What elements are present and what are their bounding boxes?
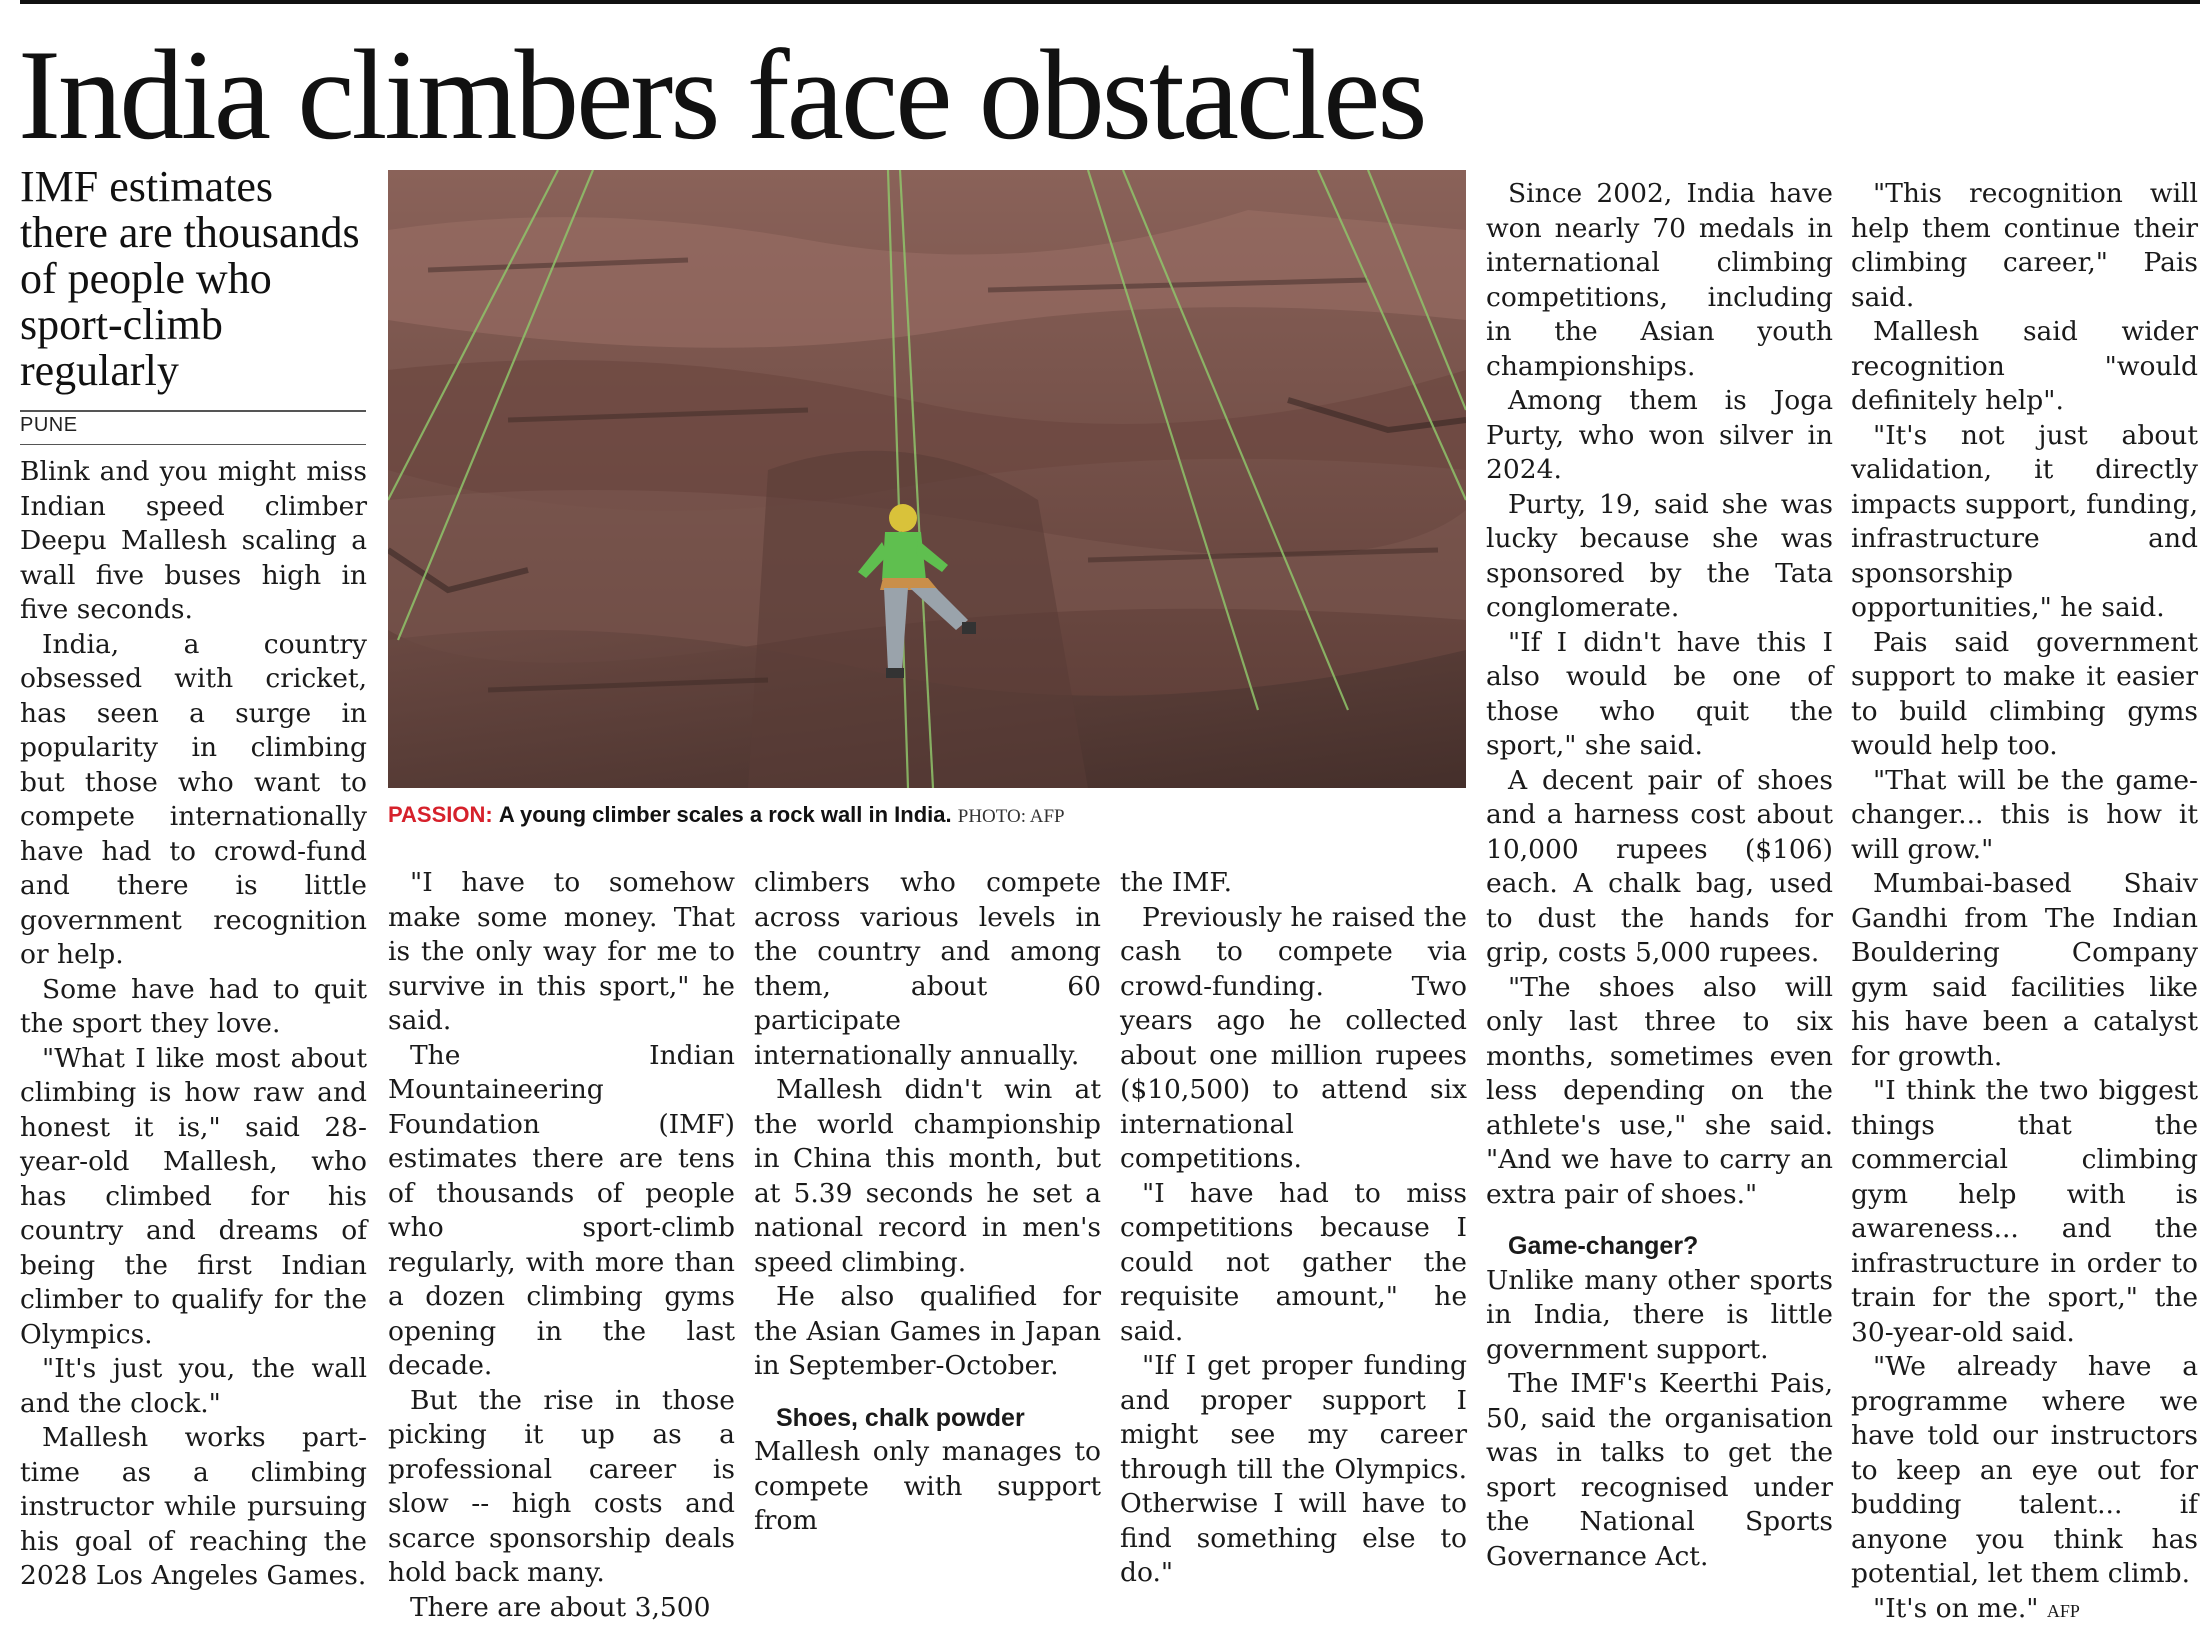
paragraph: "If I didn't have this I also would be one of those who quit the sport," she said. [1486,626,1833,764]
rock-wall-illustration [388,170,1466,788]
paragraph: The IMF's Keerthi Pais, 50, said the organisation was in talks to get the sport recognised under the National Sports Governance Act. [1486,1367,1833,1574]
paragraph: He also qualified for the Asian Games in Japan in September-October. [754,1280,1101,1384]
paragraph: Among them is Joga Purty, who won silver in 2024. [1486,384,1833,488]
column-5 [1486,177,1833,1574]
top-rule [20,0,2200,4]
column-2 [388,866,735,1625]
column-3 [754,866,1101,1539]
paragraph: "This recognition will help them continue their climbing career," Pais said. [1851,177,2198,315]
paragraph-last [1851,1592,2198,1628]
headline: India climbers face obstacles [18,20,2198,170]
paragraph: "It's not just about validation, it directly impacts support, funding, infrastructure and sponsorship opportunities," he said. [1851,419,2198,626]
section-subhead: Game-changer? [1486,1229,1833,1264]
section-subhead: Shoes, chalk powder [754,1401,1101,1436]
paragraph: "We already have a programme where we have told our instructors to keep an eye out for budding talent... if anyone you think has potential, let them climb. [1851,1350,2198,1592]
paragraph: Mallesh said wider recognition "would definitely help". [1851,315,2198,419]
paragraph: "I have to somehow make some money. That is the only way for me to survive in this sport," he said. [388,866,735,1039]
paragraph: A decent pair of shoes and a harness cost about 10,000 rupees ($106) each. A chalk bag, used to dust the hands for grip, costs 5,000 rupees. [1486,764,1833,971]
paragraph: "What I like most about climbing is how raw and honest it is," said 28-year-old Mallesh, who has climbed for his country and dreams of being the first Indian climber to qualify for the Olympics. [20,1042,367,1353]
paragraph: Some have had to quit the sport they love. [20,973,367,1042]
paragraph: Pais said government support to make it easier to build climbing gyms would help too. [1851,626,2198,764]
caption-text: A young climber scales a rock wall in India. [499,802,952,827]
paragraph: "I have had to miss competitions because I could not gather the requisite amount," he said. [1120,1177,1467,1350]
caption-label: PASSION: [388,802,493,827]
column-4 [1120,866,1467,1591]
paragraph: climbers who compete across various levels in the country and among them, about 60 participate internationally annually. [754,866,1101,1073]
paragraph: Mallesh only manages to compete with support from [754,1435,1101,1539]
dateline: PUNE [20,414,78,437]
paragraph: "It's just you, the wall and the clock." [20,1352,367,1421]
agency-credit: AFP [2047,1601,2080,1621]
dateline-rule [20,444,366,445]
paragraph: The Indian Mountaineering Foundation (IMF) estimates there are tens of thousands of people who sport-climb regularly, with more than a dozen climbing gyms opening in the last decade. [388,1039,735,1384]
paragraph: "I think the two biggest things that the commercial climbing gym help with is awareness... and the infrastructure in order to train for the sport," the 30-year-old said. [1851,1074,2198,1350]
paragraph: There are about 3,500 [388,1591,735,1626]
paragraph: "The shoes also will only last three to six months, sometimes even less depending on the athlete's use," she said. "And we have to carry an extra pair of shoes." [1486,971,1833,1213]
paragraph: India, a country obsessed with cricket, has seen a surge in popularity in climbing but those who want to compete internationally have had to crowd-fund and there is little government recognition or help. [20,628,367,973]
paragraph: Purty, 19, said she was lucky because she was sponsored by the Tata conglomerate. [1486,488,1833,626]
paragraph: Since 2002, India have won nearly 70 medals in international climbing competitions, including in the Asian youth championships. [1486,177,1833,384]
paragraph: the IMF. [1120,866,1467,901]
paragraph: Blink and you might miss Indian speed climber Deepu Mallesh scaling a wall five buses high in five seconds. [20,455,367,628]
standfirst-rule [20,410,366,412]
paragraph: Mumbai-based Shaiv Gandhi from The Indian Bouldering Company gym said facilities like his have been a catalyst for growth. [1851,867,2198,1074]
paragraph: Unlike many other sports in India, there is little government support. [1486,1264,1833,1368]
paragraph: But the rise in those picking it up as a professional career is slow -- high costs and scarce sponsorship deals hold back many. [388,1384,735,1591]
paragraph: Previously he raised the cash to compete via crowd-funding. Two years ago he collected about one million rupees ($10,500) to attend six international competitions. [1120,901,1467,1177]
paragraph: "If I get proper funding and proper support I might see my career through till the Olympics. Otherwise I will have to find something else to do." [1120,1349,1467,1591]
paragraph: Mallesh didn't win at the world championship in China this month, but at 5.39 seconds he set a national record in men's speed climbing. [754,1073,1101,1280]
column-1 [20,455,367,1594]
photo-credit: PHOTO: AFP [958,806,1065,827]
paragraph: Mallesh works part-time as a climbing instructor while pursuing his goal of reaching the 2028 Los Angeles Games. [20,1421,367,1594]
paragraph: "That will be the game-changer... this is how it will grow." [1851,764,2198,868]
column-6 [1851,177,2198,1628]
climber-photo [388,170,1466,788]
closing-quote: "It's on me." [1873,1593,2038,1624]
photo-caption [388,800,1466,832]
standfirst: IMF estimates there are thousands of people who sport-climb regularly [20,164,365,394]
